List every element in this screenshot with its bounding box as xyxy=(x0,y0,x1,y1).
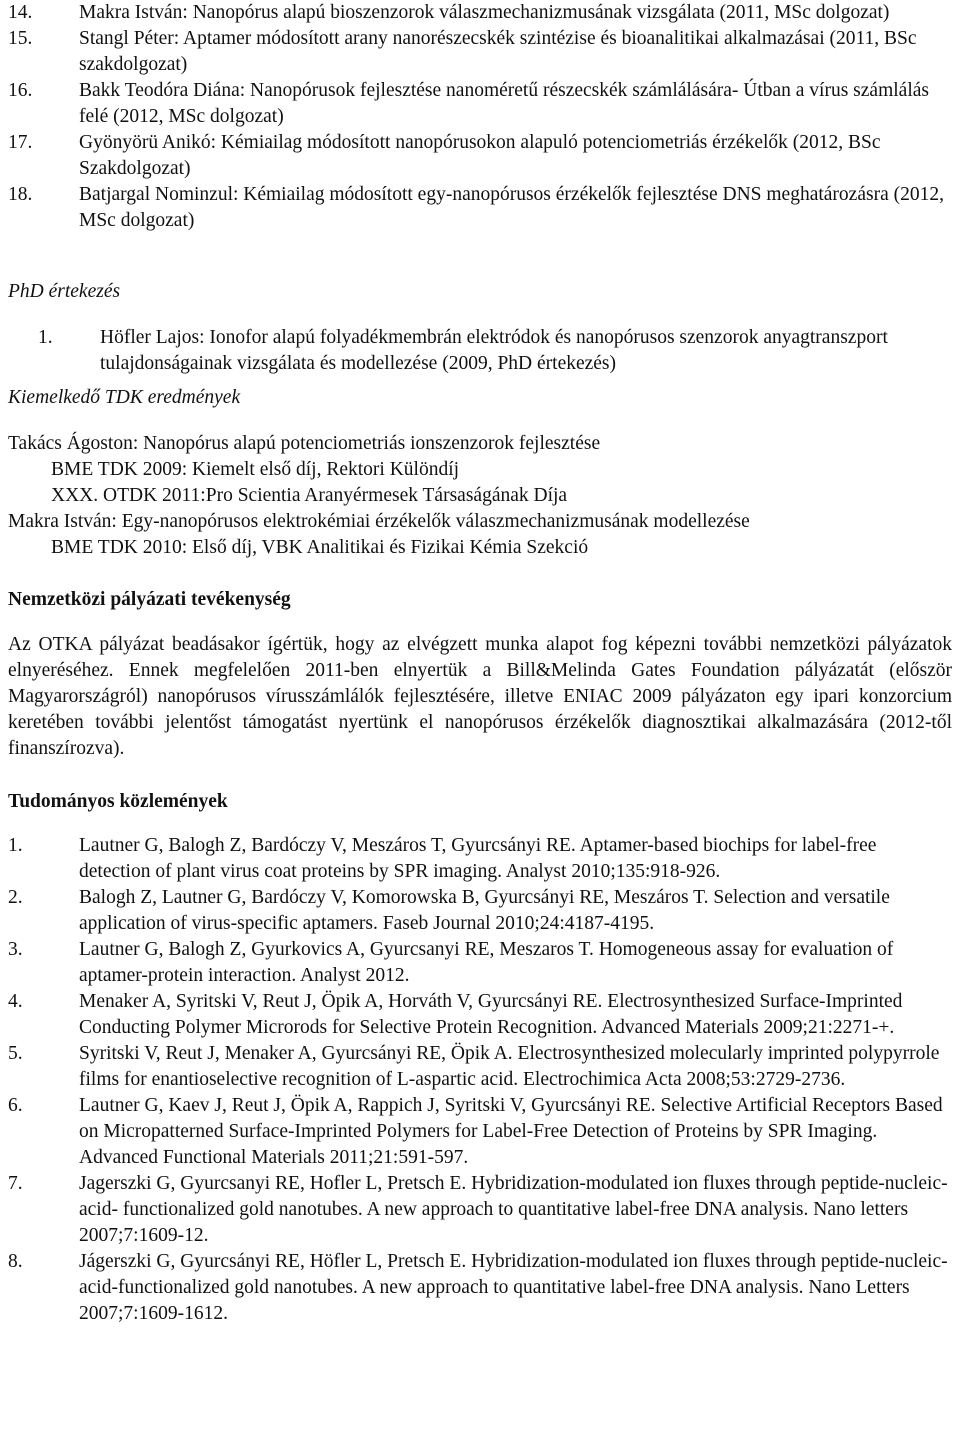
item-text: Lautner G, Kaev J, Reut J, Öpik A, Rappich J, Syritski V, Gyurcsányi RE. Selective Artificial Receptors Based on Micropatterned Surface-Imprinted Polymers for Label-Free Detection of Proteins by SPR Imaging. Advanced Functional Materials 2011;21:591-597. xyxy=(79,1095,943,1168)
tdk-line: Makra István: Egy-nanopórusos elektrokémiai érzékelők válaszmechanizmusának modellezése xyxy=(8,511,750,532)
pubs-heading: Tudományos közlemények xyxy=(8,791,228,812)
item-number: 15. xyxy=(8,28,33,49)
phd-list xyxy=(8,325,952,377)
list-item xyxy=(8,26,952,78)
tdk-heading: Kiemelkedő TDK eredmények xyxy=(8,387,241,408)
item-number: 2. xyxy=(8,887,23,908)
phd-heading: PhD értekezés xyxy=(8,281,121,302)
item-number: 17. xyxy=(8,132,33,153)
item-number: 16. xyxy=(8,80,33,101)
item-number: 3. xyxy=(8,939,23,960)
item-number: 7. xyxy=(8,1173,23,1194)
item-text: Höfler Lajos: Ionofor alapú folyadékmembrán elektródok és nanopórusos szenzorok anyagtranszport tulajdonságainak vizsgálata és modellezése (2009, PhD értekezés) xyxy=(100,327,888,374)
list-item xyxy=(8,78,952,130)
publications-list xyxy=(8,833,952,1327)
list-item xyxy=(38,325,952,377)
list-item xyxy=(8,0,952,26)
item-text: Jágerszki G, Gyurcsányi RE, Höfler L, Pretsch E. Hybridization-modulated ion fluxes through peptide-nucleic-acid-functionalized gold nanotubes. A new approach to quantitative label-free DNA analysis. Nano Letters 2007;7:1609-1612. xyxy=(79,1251,948,1324)
list-item xyxy=(8,1249,952,1327)
item-text: Jagerszki G, Gyurcsanyi RE, Hofler L, Pretsch E. Hybridization-modulated ion fluxes through peptide-nucleic-acid- functionalized gold nanotubes. A new approach to quantitative label-free DNA analysis. Nano letters 2007;7:1609-12. xyxy=(79,1173,948,1246)
list-item xyxy=(8,1093,952,1171)
item-text: Syritski V, Reut J, Menaker A, Gyurcsányi RE, Öpik A. Electrosynthesized molecularly imprinted polypyrrole films for enantioselective recognition of L-aspartic acid. Electrochimica Acta 2008;53:2729-2736. xyxy=(79,1043,940,1090)
theses-list xyxy=(8,0,952,234)
list-item xyxy=(8,833,952,885)
list-item xyxy=(8,885,952,937)
list-item xyxy=(8,1171,952,1249)
item-number: 18. xyxy=(8,184,33,205)
list-item xyxy=(8,1041,952,1093)
item-text: Gyönyörü Anikó: Kémiailag módosított nanopórusokon alapuló potenciometriás érzékelők (2012, BSc Szakdolgozat) xyxy=(79,132,881,179)
intl-paragraph: Az OTKA pályázat beadásakor ígértük, hogy az elvégzett munka alapot fog képezni további nemzetközi pályázatok elnyeréséhez. Ennek megfelelően 2011-ben elnyertük a Bill&Melinda Gates Foundation pályázatát (először Magyarországról) nanopórusos vírusszámlálók fejlesztésére, illetve ENIAC 2009 pályázaton egy ipari konzorcium keretében további jelentőst támogatást nyertünk el nanopórusos érzékelők diagnosztikai alkalmazására (2012-től finanszírozva). xyxy=(8,634,952,759)
item-text: Batjargal Nominzul: Kémiailag módosított egy-nanopórusos érzékelők fejlesztése DNS meghatározásra (2012, MSc dolgozat) xyxy=(79,184,944,231)
item-number: 14. xyxy=(8,2,33,23)
item-text: Menaker A, Syritski V, Reut J, Öpik A, Horváth V, Gyurcsányi RE. Electrosynthesized Surface-Imprinted Conducting Polymer Microrods for Selective Protein Recognition. Advanced Materials 2009;21:2271-+. xyxy=(79,991,903,1038)
item-number: 8. xyxy=(8,1251,23,1272)
item-text: Balogh Z, Lautner G, Bardóczy V, Komorowska B, Gyurcsányi RE, Meszáros T. Selection and versatile application of virus-specific aptamers. Faseb Journal 2010;24:4187-4195. xyxy=(79,887,890,934)
intl-heading: Nemzetközi pályázati tevékenység xyxy=(8,589,291,610)
tdk-line: XXX. OTDK 2011:Pro Scientia Aranyérmesek Társaságának Díja xyxy=(51,485,568,506)
item-number: 5. xyxy=(8,1043,23,1064)
item-text: Lautner G, Balogh Z, Gyurkovics A, Gyurcsanyi RE, Meszaros T. Homogeneous assay for evaluation of aptamer-protein interaction. Analyst 2012. xyxy=(79,939,894,986)
tdk-line: Takács Ágoston: Nanopórus alapú potenciometriás ionszenzorok fejlesztése xyxy=(8,433,601,454)
item-number: 1. xyxy=(8,835,23,856)
item-text: Makra István: Nanopórus alapú bioszenzorok válaszmechanizmusának vizsgálata (2011, MSc dolgozat) xyxy=(79,2,890,23)
item-text: Bakk Teodóra Diána: Nanopórusok fejlesztése nanoméretű részecskék számlálására- Útban a vírus számlálás felé (2012, MSc dolgozat) xyxy=(79,80,929,127)
tdk-line: BME TDK 2009: Kiemelt első díj, Rektori Különdíj xyxy=(51,459,460,480)
item-number: 1. xyxy=(38,327,53,348)
item-text: Stangl Péter: Aptamer módosított arany nanorészecskék szintézise és bioanalitikai alkalmazásai (2011, BSc szakdolgozat) xyxy=(79,28,917,75)
item-number: 6. xyxy=(8,1095,23,1116)
item-number: 4. xyxy=(8,991,23,1012)
tdk-line: BME TDK 2010: Első díj, VBK Analitikai és Fizikai Kémia Szekció xyxy=(51,537,589,558)
list-item xyxy=(8,130,952,182)
list-item xyxy=(8,989,952,1041)
list-item xyxy=(8,182,952,234)
item-text: Lautner G, Balogh Z, Bardóczy V, Meszáros T, Gyurcsányi RE. Aptamer-based biochips for label-free detection of plant virus coat proteins by SPR imaging. Analyst 2010;135:918-926. xyxy=(79,835,877,882)
list-item xyxy=(8,937,952,989)
